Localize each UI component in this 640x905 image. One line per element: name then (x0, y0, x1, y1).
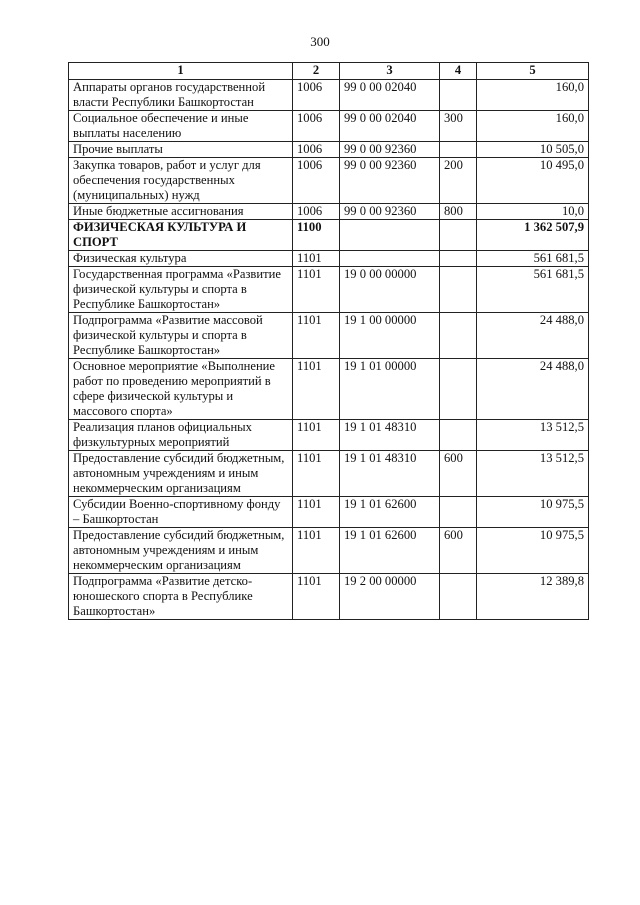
table-row (69, 204, 589, 220)
row-amount-cell: 12 389,8 (477, 574, 589, 620)
page-number: 300 (310, 34, 330, 49)
table-row (69, 158, 589, 204)
row-name-cell: Физическая культура (69, 251, 293, 267)
row-code-cell: 19 1 01 00000 (340, 359, 440, 420)
table-row (69, 528, 589, 574)
row-code-cell: 19 1 01 62600 (340, 528, 440, 574)
header-col-2: 2 (293, 63, 340, 80)
row-name-cell: ФИЗИЧЕСКАЯ КУЛЬТУРА И СПОРТ (69, 220, 293, 251)
header-row (69, 63, 589, 80)
table-row (69, 80, 589, 111)
row-amount-cell: 10 505,0 (477, 142, 589, 158)
row-name-cell: Подпрограмма «Развитие массовой физической культуры и спорта в Республике Башкортостан» (69, 313, 293, 359)
row-code-cell: 19 1 01 48310 (340, 451, 440, 497)
row-type-cell (440, 359, 477, 420)
row-type-cell (440, 497, 477, 528)
row-type-cell (440, 220, 477, 251)
row-code-cell: 19 0 00 00000 (340, 267, 440, 313)
row-code-cell: 19 1 01 48310 (340, 420, 440, 451)
row-name-cell: Закупка товаров, работ и услуг для обеспечения государственных (муниципальных) нужд (69, 158, 293, 204)
row-type-cell (440, 251, 477, 267)
row-amount-cell: 10 975,5 (477, 528, 589, 574)
row-name-cell: Прочие выплаты (69, 142, 293, 158)
row-name-cell: Реализация планов официальных физкультурных мероприятий (69, 420, 293, 451)
row-code-cell: 99 0 00 02040 (340, 111, 440, 142)
row-type-cell (440, 313, 477, 359)
row-name-cell: Подпрограмма «Развитие детско-юношеского спорта в Республике Башкортостан» (69, 574, 293, 620)
row-code-cell: 99 0 00 92360 (340, 204, 440, 220)
header-col-4: 4 (440, 63, 477, 80)
row-section-cell: 1006 (293, 204, 340, 220)
row-type-cell (440, 267, 477, 313)
row-amount-cell: 160,0 (477, 80, 589, 111)
table-row (69, 220, 589, 251)
row-code-cell: 99 0 00 02040 (340, 80, 440, 111)
table-row (69, 420, 589, 451)
row-amount-cell: 10 495,0 (477, 158, 589, 204)
row-type-cell (440, 142, 477, 158)
row-section-cell: 1101 (293, 420, 340, 451)
row-amount-cell: 1 362 507,9 (477, 220, 589, 251)
row-section-cell: 1101 (293, 451, 340, 497)
row-amount-cell: 561 681,5 (477, 267, 589, 313)
row-code-cell: 99 0 00 92360 (340, 142, 440, 158)
row-amount-cell: 24 488,0 (477, 359, 589, 420)
row-name-cell: Предоставление субсидий бюджетным, автономным учреждениям и иным некоммерческим организациям (69, 451, 293, 497)
row-code-cell: 19 1 00 00000 (340, 313, 440, 359)
row-section-cell: 1101 (293, 267, 340, 313)
row-name-cell: Субсидии Военно-спортивному фонду – Башкортостан (69, 497, 293, 528)
row-code-cell: 99 0 00 92360 (340, 158, 440, 204)
row-amount-cell: 13 512,5 (477, 420, 589, 451)
table-row (69, 359, 589, 420)
row-section-cell: 1101 (293, 574, 340, 620)
row-section-cell: 1101 (293, 359, 340, 420)
row-type-cell (440, 420, 477, 451)
row-section-cell: 1006 (293, 80, 340, 111)
row-section-cell: 1101 (293, 528, 340, 574)
table-row (69, 111, 589, 142)
row-name-cell: Основное мероприятие «Выполнение работ по проведению мероприятий в сфере физической культуры и массового спорта» (69, 359, 293, 420)
row-section-cell: 1101 (293, 497, 340, 528)
row-amount-cell: 561 681,5 (477, 251, 589, 267)
row-section-cell: 1006 (293, 111, 340, 142)
row-section-cell: 1101 (293, 251, 340, 267)
row-name-cell: Предоставление субсидий бюджетным, автономным учреждениям и иным некоммерческим организациям (69, 528, 293, 574)
row-section-cell: 1006 (293, 158, 340, 204)
table-row (69, 142, 589, 158)
row-type-cell: 800 (440, 204, 477, 220)
table-row (69, 451, 589, 497)
row-name-cell: Социальное обеспечение и иные выплаты населению (69, 111, 293, 142)
table-row (69, 313, 589, 359)
row-name-cell: Аппараты органов государственной власти Республики Башкортостан (69, 80, 293, 111)
header-col-3: 3 (340, 63, 440, 80)
header-col-1: 1 (69, 63, 293, 80)
row-type-cell: 600 (440, 528, 477, 574)
row-amount-cell: 10,0 (477, 204, 589, 220)
row-code-cell: 19 1 01 62600 (340, 497, 440, 528)
row-type-cell: 200 (440, 158, 477, 204)
table-row (69, 267, 589, 313)
row-name-cell: Государственная программа «Развитие физической культуры и спорта в Республике Башкортостан» (69, 267, 293, 313)
row-type-cell (440, 574, 477, 620)
table-row (69, 497, 589, 528)
row-section-cell: 1100 (293, 220, 340, 251)
row-type-cell (440, 80, 477, 111)
row-code-cell: 19 2 00 00000 (340, 574, 440, 620)
table-body (69, 80, 589, 620)
row-name-cell: Иные бюджетные ассигнования (69, 204, 293, 220)
row-type-cell: 600 (440, 451, 477, 497)
header-col-5: 5 (477, 63, 589, 80)
row-code-cell (340, 251, 440, 267)
budget-table (68, 62, 589, 620)
row-amount-cell: 10 975,5 (477, 497, 589, 528)
row-amount-cell: 13 512,5 (477, 451, 589, 497)
row-code-cell (340, 220, 440, 251)
row-amount-cell: 160,0 (477, 111, 589, 142)
row-amount-cell: 24 488,0 (477, 313, 589, 359)
row-section-cell: 1006 (293, 142, 340, 158)
table-row (69, 574, 589, 620)
row-section-cell: 1101 (293, 313, 340, 359)
table-row (69, 251, 589, 267)
row-type-cell: 300 (440, 111, 477, 142)
